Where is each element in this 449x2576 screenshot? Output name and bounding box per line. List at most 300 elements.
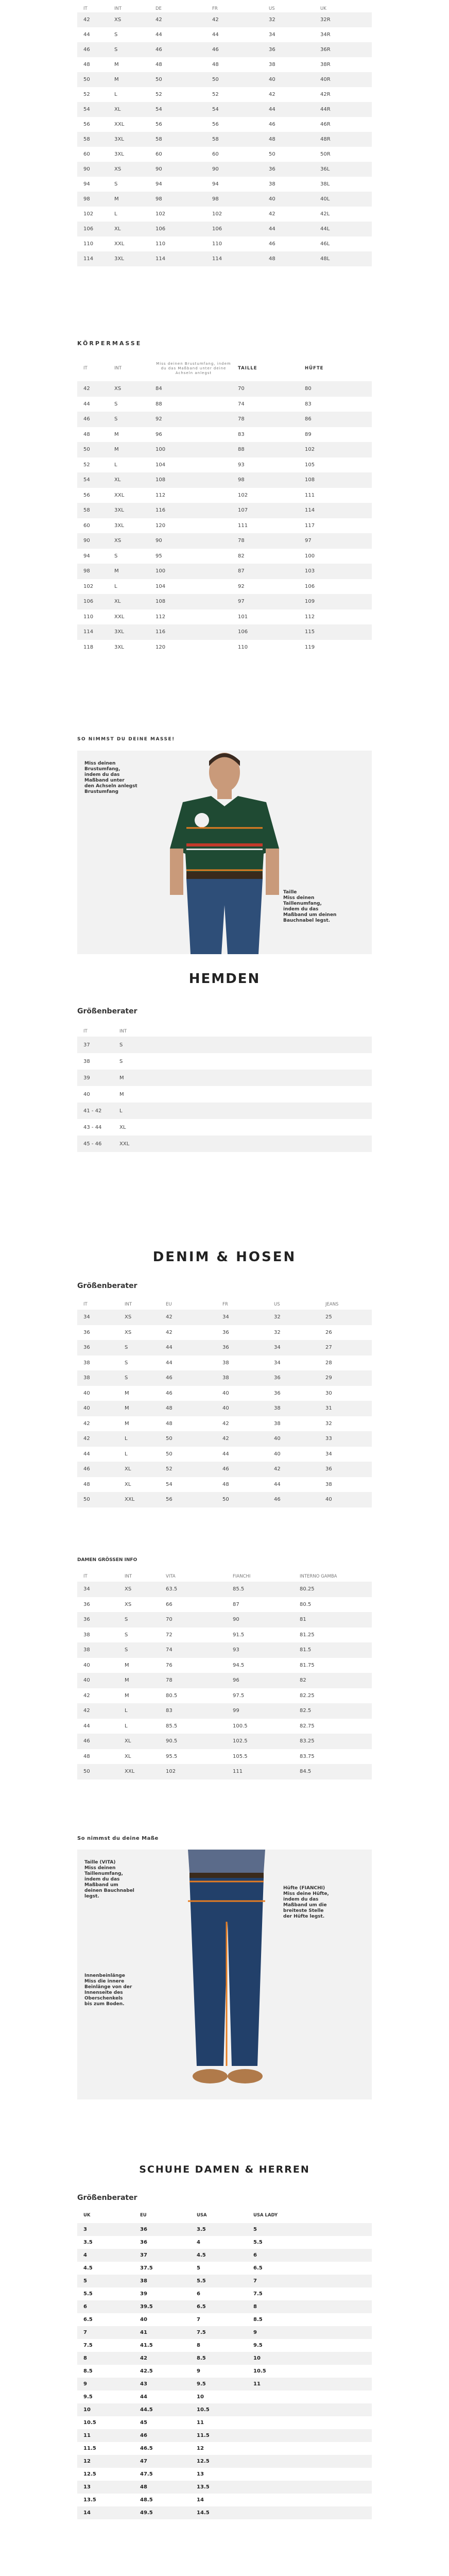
table-row (77, 609, 372, 625)
table-cell: 6.5 (253, 2265, 263, 2271)
table-cell: L (114, 211, 117, 217)
table-cell: XL (118, 1462, 160, 1477)
table-cell: 32R (314, 12, 372, 27)
table-cell: 102 (212, 211, 222, 217)
table-cell (247, 2455, 372, 2468)
table-row (77, 2365, 372, 2378)
table-cell: 9 (77, 2378, 134, 2391)
table-cell: XS (118, 1582, 160, 1597)
table-cell: 60 (83, 522, 90, 529)
table-cell: 114 (77, 251, 108, 266)
table-cell: 56 (156, 122, 162, 127)
table-cell: 52 (83, 92, 90, 97)
table-cell: 38 (269, 181, 275, 187)
table-cell: 39 (140, 2291, 147, 2297)
table-cell: 83 (238, 431, 245, 437)
table-cell: 11 (247, 2378, 372, 2391)
table-row (77, 117, 372, 132)
table-cell: XS (118, 1310, 160, 1325)
table-row (77, 1612, 372, 1628)
column-header: JEANS (325, 1302, 339, 1307)
table-cell: 14 (77, 2506, 134, 2519)
table-cell: 49.5 (134, 2506, 191, 2519)
table-cell: 42 (134, 2352, 191, 2365)
table-cell: 52 (212, 92, 219, 97)
table-cell: 10 (197, 2394, 204, 2400)
table-cell: 11 (197, 2420, 204, 2426)
table-cell: 3XL (108, 132, 149, 147)
table-cell: 44 (263, 102, 314, 117)
table-cell: 44R (314, 102, 372, 117)
column-header: FIANCHI (233, 1574, 251, 1579)
table-cell: 27 (319, 1340, 372, 1355)
table-cell: XXL (118, 1492, 160, 1507)
table-cell: 7.5 (253, 2291, 263, 2297)
table-row (77, 579, 372, 595)
table-cell: 52 (160, 1462, 216, 1477)
table-cell: 7 (77, 2326, 134, 2339)
table-cell: 38 (269, 62, 275, 67)
table-cell: 102 (160, 1764, 227, 1780)
table-cell: L (125, 1723, 128, 1729)
table-cell: 34 (77, 1582, 118, 1597)
table-cell: 54 (206, 102, 263, 117)
table-cell: M (108, 192, 149, 207)
table-cell: 3XL (108, 503, 149, 518)
table-cell: 42 (83, 1692, 90, 1699)
table-row (77, 1642, 372, 1658)
table-cell: M (108, 72, 149, 87)
table-row (77, 1673, 372, 1688)
table-cell: 119 (305, 644, 315, 650)
table-cell: 99 (227, 1703, 293, 1719)
table-row (77, 222, 372, 236)
table-cell: 106 (77, 222, 108, 236)
table-cell: 116 (149, 624, 232, 640)
table-cell: 94 (83, 553, 90, 559)
table-cell: 70 (232, 381, 299, 397)
table-row (77, 1086, 372, 1103)
table-cell: 6.5 (191, 2300, 247, 2313)
table-cell: 89 (305, 431, 312, 437)
table-cell: 85.5 (166, 1723, 178, 1729)
vita-note: Taille (VITA) Miss deinen Taillenumfang, indem du das Maßband um deinen Bauchnabel legst. (84, 1860, 134, 1899)
column-header: TAILLE (238, 366, 257, 371)
table-row (77, 503, 372, 518)
table-row (77, 27, 372, 42)
table-row (77, 1447, 372, 1462)
table-cell: 44 (83, 32, 90, 38)
table-cell: 34 (268, 1340, 319, 1355)
table-cell: 74 (160, 1642, 227, 1658)
column-header: IT (83, 366, 88, 371)
table-cell: 36 (83, 1601, 90, 1607)
table-cell: 42 (77, 381, 108, 397)
table-row (77, 2339, 372, 2352)
table-cell: 81.5 (293, 1642, 372, 1658)
table-cell: L (114, 462, 117, 468)
table-cell: 48L (314, 251, 372, 266)
table-cell: 81.25 (300, 1632, 315, 1638)
table-cell: 84 (149, 381, 232, 397)
table-cell: 114 (206, 251, 263, 266)
table-cell: M (108, 442, 149, 457)
table-cell: S (118, 1340, 160, 1355)
waist-note: Taille Miss deinen Taillenumfang, indem du das Maßband um deinen Bauchnabel legst. (283, 890, 337, 923)
table-cell: 42 (77, 1431, 118, 1447)
table-cell: 5.5 (191, 2275, 247, 2287)
table-cell: 102 (299, 442, 372, 457)
table-cell (247, 2442, 372, 2455)
table-row (77, 2442, 372, 2455)
table-row (77, 147, 372, 162)
table-cell: 48 (212, 62, 219, 67)
table-cell: 90 (77, 162, 108, 177)
table-row (77, 1477, 372, 1493)
table-cell: XXL (118, 1764, 160, 1780)
table-cell (247, 2416, 372, 2429)
table-cell: 54 (149, 102, 206, 117)
table-cell: 107 (232, 503, 299, 518)
table-cell: 38 (83, 1058, 90, 1064)
table-cell: 111 (305, 492, 315, 498)
table-cell: 72 (166, 1632, 172, 1638)
table-row (77, 236, 372, 251)
table-cell: 106 (77, 594, 108, 609)
table-cell: 36 (134, 2223, 191, 2236)
table-row (77, 2249, 372, 2262)
table-cell: 94 (83, 181, 90, 187)
table-cell: 5 (197, 2265, 200, 2271)
table-cell: 48 (83, 1753, 90, 1759)
table-cell: 48 (83, 431, 90, 437)
table-cell: XXL (114, 241, 125, 247)
table-cell: 95 (156, 553, 162, 559)
table-cell: 38 (222, 1360, 229, 1366)
table-cell: 100 (305, 553, 315, 559)
table-cell: 48 (222, 1481, 229, 1487)
table-cell: 98 (232, 472, 299, 488)
table-cell: 95.5 (166, 1753, 178, 1759)
table-row (77, 1386, 372, 1401)
column-header: HÜFTE (305, 366, 324, 371)
column-header: DE (156, 6, 162, 11)
table-cell: 3XL (114, 644, 124, 650)
table-cell: XS (125, 1601, 132, 1607)
table-cell: 40 (222, 1390, 229, 1396)
table-cell: 120 (156, 644, 166, 650)
table-cell: 44 (166, 1360, 172, 1366)
table-cell: 44 (263, 222, 314, 236)
table-row (77, 192, 372, 207)
table-cell: S (118, 1370, 160, 1386)
table-cell: 78 (232, 412, 299, 427)
table-row (77, 1053, 372, 1070)
table-cell: S (108, 412, 149, 427)
table-cell: 97.5 (233, 1692, 245, 1699)
table-row (77, 1136, 372, 1152)
table-cell: 105.5 (233, 1753, 248, 1759)
table-cell: M (118, 1401, 160, 1416)
table-cell: M (118, 1673, 160, 1688)
table-cell: 5.5 (253, 2240, 263, 2245)
table-row (77, 1340, 372, 1355)
table-cell: 92 (238, 583, 245, 589)
table-cell: S (125, 1632, 128, 1638)
table-cell: 40 (83, 1390, 90, 1396)
table-cell: 40 (263, 72, 314, 87)
table-cell: 46R (320, 122, 331, 127)
column-header: INT (125, 1302, 132, 1307)
table-cell: 45 (140, 2420, 147, 2426)
table-header-row (77, 355, 372, 381)
table-row (77, 1582, 372, 1597)
table-cell: 7.5 (191, 2326, 247, 2339)
table-cell: 3XL (114, 151, 124, 157)
table-cell (247, 2403, 372, 2416)
table-cell: 36 (263, 162, 314, 177)
table-cell: 50 (166, 1451, 172, 1457)
table-cell: 48R (314, 132, 372, 147)
table-cell: 42.5 (140, 2368, 153, 2374)
table-cell: 82 (293, 1673, 372, 1688)
table-cell: 83 (160, 1703, 227, 1719)
table-cell: 13.5 (83, 2497, 96, 2503)
table-row (77, 2494, 372, 2506)
table-row (77, 207, 372, 222)
table-cell: 46 (149, 42, 206, 57)
table-cell: 10.5 (191, 2403, 247, 2416)
table-row (77, 2223, 372, 2236)
masse-title: SO NIMMST DU DEINE MASSE! (77, 737, 175, 742)
table-row (77, 1703, 372, 1719)
table-cell: 48 (83, 62, 90, 67)
table-row (77, 2352, 372, 2365)
table-row (77, 2391, 372, 2403)
table-cell: 13 (77, 2481, 134, 2494)
table-cell: 111 (238, 522, 248, 529)
table-cell: 6 (197, 2291, 200, 2297)
table-cell: S (118, 1612, 160, 1628)
table-cell: 58 (77, 503, 108, 518)
table-cell: 114 (149, 251, 206, 266)
table-cell: XXL (114, 492, 125, 498)
table-cell: 50 (206, 72, 263, 87)
table-cell: 112 (156, 614, 166, 620)
table-row (77, 1310, 372, 1325)
table-cell: 3XL (108, 251, 149, 266)
table-row (77, 1037, 372, 1053)
table-cell: 50 (216, 1492, 268, 1507)
table-row (77, 1597, 372, 1613)
table-cell: 9.5 (83, 2394, 93, 2400)
hemden-title: HEMDEN (188, 971, 261, 987)
table-cell: 88 (156, 401, 162, 407)
table-row (77, 397, 372, 412)
table-cell: 58 (149, 132, 206, 147)
table-cell: 36 (140, 2240, 147, 2245)
table-cell: 44 (83, 1451, 90, 1457)
table-cell: 8 (197, 2343, 200, 2348)
table-cell: 36 (222, 1329, 229, 1335)
column-header: US (269, 6, 275, 11)
table-cell: 90.5 (160, 1734, 227, 1749)
table-row (77, 57, 372, 72)
table-cell: M (114, 431, 119, 437)
table-cell: M (125, 1420, 129, 1427)
table-cell: 120 (156, 522, 166, 529)
table-cell: 36R (314, 42, 372, 57)
table-cell: 50R (320, 151, 331, 157)
table-cell: XL (108, 594, 149, 609)
table-cell: 54 (77, 472, 108, 488)
table-cell: L (118, 1703, 160, 1719)
table-row (77, 72, 372, 87)
table-cell: L (114, 92, 117, 97)
table-cell: 42R (320, 92, 331, 97)
table-cell: 70 (160, 1612, 227, 1628)
table-cell: 5 (77, 2275, 134, 2287)
table-cell: 8 (77, 2352, 134, 2365)
table-row (77, 1658, 372, 1673)
table-header-row (77, 1299, 372, 1310)
table-row (77, 549, 372, 564)
table-cell: 42 (206, 12, 263, 27)
table-cell: 42 (216, 1431, 268, 1447)
table-cell: M (125, 1692, 129, 1699)
table-cell: 46.5 (140, 2446, 153, 2451)
table-cell: 7.5 (83, 2343, 93, 2348)
table-cell: XS (108, 533, 149, 549)
table-row (77, 2403, 372, 2416)
table-cell: 44 (160, 1340, 216, 1355)
table-cell: 46 (77, 1462, 118, 1477)
table-cell: 106 (149, 222, 206, 236)
table-cell: 14 (197, 2497, 204, 2503)
table-cell: 36 (274, 1390, 281, 1396)
table-row (77, 1492, 372, 1507)
table-cell: 97 (299, 533, 372, 549)
table-cell: 29 (319, 1370, 372, 1386)
table-cell: 34 (269, 32, 275, 38)
table-cell: 56 (212, 122, 219, 127)
column-header: USA (197, 2213, 207, 2218)
table-cell: S (113, 1037, 372, 1053)
table-cell: 6 (77, 2300, 134, 2313)
table-cell: 14.5 (191, 2506, 247, 2519)
table-row (77, 2378, 372, 2391)
table-row (77, 1401, 372, 1416)
table-cell: 36 (263, 42, 314, 57)
table-cell: 82.5 (293, 1703, 372, 1719)
table-cell: 42 (77, 1703, 118, 1719)
table-cell: 58 (77, 132, 108, 147)
table-cell: S (114, 181, 118, 187)
table-row (77, 2313, 372, 2326)
table-cell: 112 (305, 614, 315, 620)
table-cell: XXL (113, 1136, 372, 1152)
table-cell: 8 (247, 2300, 372, 2313)
table-cell: 50 (269, 151, 275, 157)
column-header: INT (114, 6, 122, 11)
schuhe-subtitle: Größenberater (77, 2194, 137, 2202)
table-row (77, 2275, 372, 2287)
table-cell: 90 (149, 162, 206, 177)
table-cell: 44L (314, 222, 372, 236)
table-cell: 105 (305, 462, 315, 468)
table-cell: 74 (238, 401, 245, 407)
table-cell: 78 (160, 1673, 227, 1688)
table-cell: 114 (299, 503, 372, 518)
table-cell: 9 (197, 2368, 200, 2374)
column-header: IT (83, 6, 88, 11)
table-cell: M (108, 564, 149, 579)
table-cell: 34R (320, 32, 331, 38)
table-cell: XXL (114, 122, 125, 127)
table-cell: 106 (232, 624, 299, 640)
table-cell: 116 (149, 503, 232, 518)
table-cell: 38 (134, 2275, 191, 2287)
table-cell: 41.5 (140, 2343, 153, 2348)
size-table-schuhe (77, 2208, 372, 2519)
table-cell: 36 (83, 1329, 90, 1335)
table-cell: L (114, 583, 117, 589)
table-cell: 48 (166, 1420, 172, 1427)
table-row (77, 1370, 372, 1386)
table-cell: XL (125, 1481, 131, 1487)
table-row (77, 87, 372, 102)
column-header: IT (83, 1574, 88, 1579)
table-row (77, 1628, 372, 1643)
column-header: VITA (166, 1574, 176, 1579)
table-cell: 10.5 (253, 2368, 266, 2374)
table-row (77, 442, 372, 457)
table-cell: 100 (149, 442, 232, 457)
size-table-denim (77, 1299, 372, 1507)
table-cell: 44 (156, 32, 162, 38)
logo-emblem (195, 813, 209, 827)
table-cell: 42 (166, 1329, 172, 1335)
column-header: IT (83, 1029, 88, 1034)
koerpermasse-title: KÖRPERMASSE (77, 340, 142, 347)
table-cell (247, 2481, 372, 2494)
table-row (77, 1416, 372, 1432)
measure-photo-shirt (77, 751, 372, 954)
table-cell: 118 (83, 644, 94, 650)
table-row (77, 1462, 372, 1477)
table-cell: 44 (83, 401, 90, 407)
table-cell: XL (108, 222, 149, 236)
table-header-row (77, 2208, 372, 2223)
table-cell: 87 (232, 564, 299, 579)
table-cell: 4 (197, 2240, 200, 2245)
table-cell: 48 (83, 1481, 90, 1487)
table-row (77, 251, 372, 266)
table-cell: 97 (232, 594, 299, 609)
table-cell: 9.5 (253, 2343, 263, 2348)
table-row (77, 2262, 372, 2275)
table-cell: 108 (149, 472, 232, 488)
table-cell: 43 - 44 (83, 1124, 102, 1130)
table-cell: 60 (83, 151, 90, 157)
table-cell: 38 (216, 1370, 268, 1386)
table-cell: 56 (160, 1492, 216, 1507)
chest-note: Miss deinen Brustumfang, indem du das Maßband unter den Achseln anlegst Brustumfang (84, 761, 137, 794)
table-cell: 3 (77, 2223, 134, 2236)
table-row (77, 457, 372, 473)
table-cell: XS (108, 12, 149, 27)
column-header: INT (125, 1574, 132, 1579)
